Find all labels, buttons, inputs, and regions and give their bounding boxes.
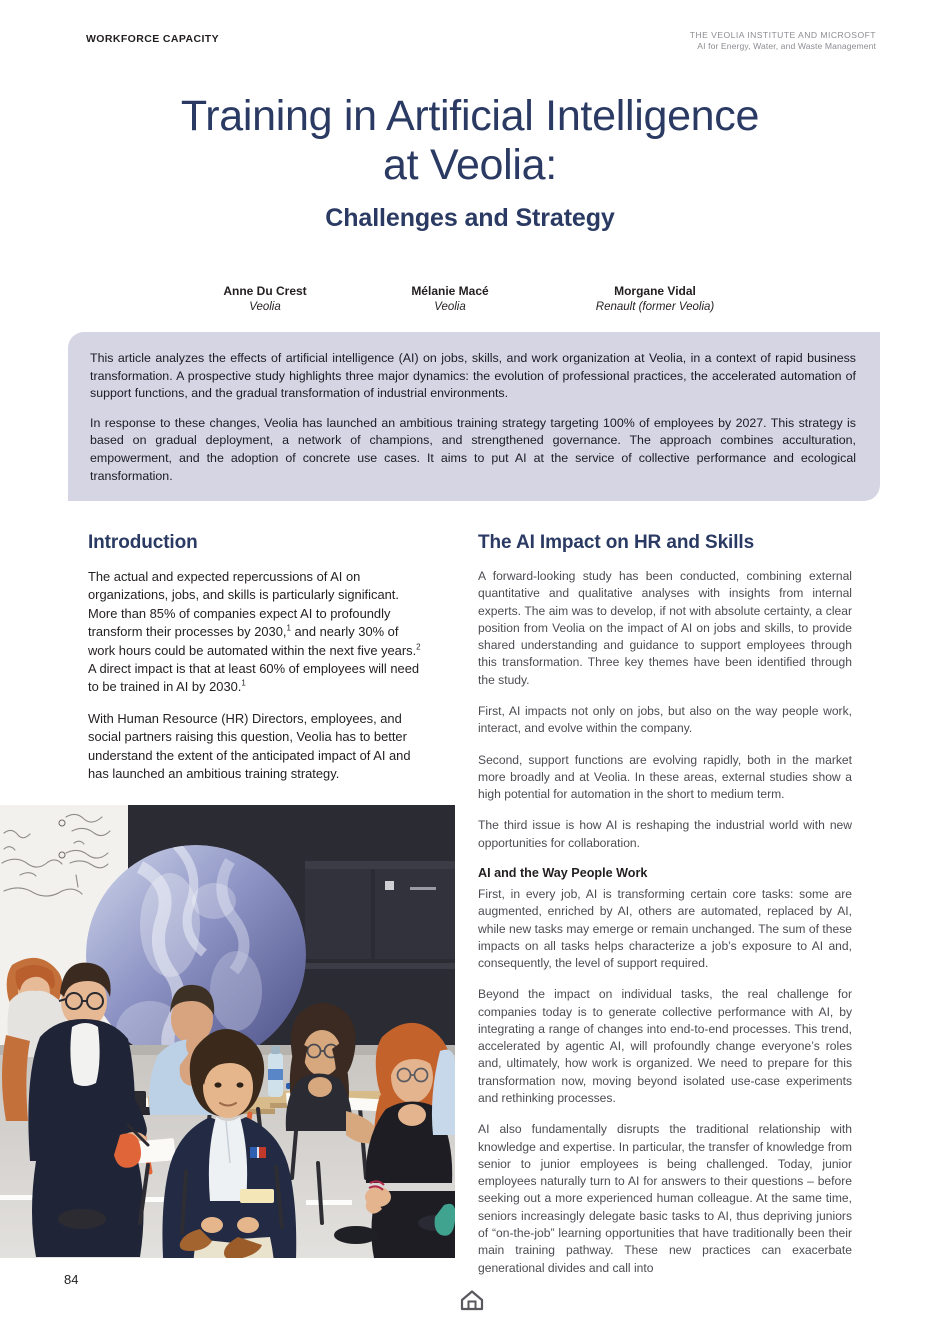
paragraph: AI also fundamentally disrupts the traditional relationship with knowledge and expertise. In particular, the transfer of knowledge from senior to junior employees is being challenged. Today, junior employees naturally turn to AI for answers to their questions – before seeking out a more experienced human colleague. At the same time, seniors increasingly delegate basic tasks to AI, thus depriving juniors of “on-the-job” learning opportunities that have traditionally been their main training pathway. These new practices can exacerbate generational divides and call into — [478, 1122, 852, 1275]
header-section-label: WORKFORCE CAPACITY — [86, 33, 219, 45]
paragraph-text: The actual and expected repercussions of AI on organizations, jobs, and skills is particularly significant. More than 85% of companies expect AI to profoundly transform their processes by 2030, — [88, 569, 399, 640]
paragraph: Beyond the impact on individual tasks, the real challenge for companies today is to generate collective performance with AI, by integrating a range of changes into end-to-end processes. This trend, accelerated by agentic AI, will profoundly change everyone’s roles and, ultimately, how work is organized. We need to prepare for this transformation now, moving beyond isolated use-case experiments and rethinking processes. — [478, 987, 852, 1106]
header-publication-info — [690, 30, 876, 52]
subsection-heading-people-work: AI and the Way People Work — [478, 865, 648, 880]
title-line-1: Training in Artificial Intelligence — [180, 92, 760, 140]
section-heading-introduction: Introduction — [88, 532, 198, 553]
author-entry — [370, 284, 530, 315]
page-subtitle: Challenges and Strategy — [325, 204, 615, 233]
right-column-body — [478, 568, 852, 1277]
right-column — [478, 532, 852, 1291]
author-affiliation: Renault (former Veolia) — [595, 300, 715, 313]
paragraph: The third issue is how AI is reshaping the industrial world with new opportunities for collaboration. — [478, 818, 852, 850]
article-photo — [0, 805, 455, 1258]
paragraph: First, in every job, AI is transforming certain core tasks: some are augmented, enriched by AI, others are automated, replaced by AI, while new tasks may emerge or remain unchanged. The sum of these impacts on all tasks helps characterize a job’s exposure to AI and, consequently, the level of support required. — [478, 886, 852, 971]
author-entry — [185, 284, 345, 315]
page-number: 84 — [64, 1272, 79, 1287]
paragraph — [88, 568, 428, 697]
paragraph: A forward-looking study has been conducted, combining external quantitative and qualitative analyses with insights from internal experts. The aim was to develop, if not with absolute certainty, a clear position from Veolia on the impact of AI on jobs and skills, to provide shared understanding and guidance to support employees through this transformation. Three key themes have been identified through the study. — [478, 569, 852, 687]
paragraph: With Human Resource (HR) Directors, employees, and social partners raising this question, Veolia has to better understand the extent of the anticipated impact of AI and has launched an ambitious training strategy. — [88, 710, 411, 781]
header-subject-line: AI for Energy, Water, and Waste Management — [697, 41, 876, 51]
author-name: Mélanie Macé — [411, 284, 489, 298]
left-column — [88, 532, 428, 796]
abstract-paragraph: In response to these changes, Veolia has launched an ambitious training strategy targeting 100% of employees by 2027. This strategy is based on gradual deployment, a network of champions, and strengthened governance. The approach combines acculturation, empowerment, and the adoption of concrete use cases. It aims to put AI at the service of collective performance and ecological transformation. — [90, 415, 856, 483]
author-entry — [555, 284, 755, 315]
abstract-box — [68, 332, 880, 501]
title-line-2: at Veolia: — [383, 141, 557, 190]
photo-illustration — [0, 805, 455, 1258]
author-affiliation: Veolia — [434, 300, 466, 313]
abstract-paragraph: This article analyzes the effects of artificial intelligence (AI) on jobs, skills, and work organization at Veolia, in a context of rapid business transformation. A prospective study highlights three major dynamics: the evolution of professional practices, the accelerated automation of support functions, and the gradual transformation of industrial environments. — [90, 351, 856, 401]
author-name: Morgane Vidal — [614, 284, 696, 298]
paragraph: Second, support functions are evolving rapidly, both in the market more broadly and at Veolia. In these areas, external studies show a high potential for automation in the short to medium term. — [478, 752, 852, 802]
footnote-marker[interactable]: 1 — [286, 623, 291, 633]
section-heading-ai-impact: The AI Impact on HR and Skills — [478, 532, 755, 553]
author-list — [185, 284, 755, 315]
home-icon[interactable] — [459, 1288, 485, 1312]
footnote-marker[interactable]: 1 — [241, 679, 246, 689]
page-title — [70, 92, 870, 190]
author-affiliation: Veolia — [249, 300, 281, 313]
paragraph-text: A direct impact is that at least 60% of employees will need to be trained in AI by 2030. — [88, 660, 420, 695]
left-column-body — [88, 568, 428, 783]
footnote-marker[interactable]: 2 — [416, 642, 421, 652]
article-title-block — [70, 92, 870, 233]
author-name: Anne Du Crest — [223, 284, 307, 298]
paragraph-text: and nearly 30% of work hours could be automated within the next five years. — [88, 624, 417, 658]
header-publisher-line: THE VEOLIA INSTITUTE AND MICROSOFT — [689, 30, 876, 40]
paragraph: First, AI impacts not only on jobs, but also on the way people work, interact, and evolve within the company. — [478, 703, 852, 736]
page-header — [86, 30, 876, 58]
